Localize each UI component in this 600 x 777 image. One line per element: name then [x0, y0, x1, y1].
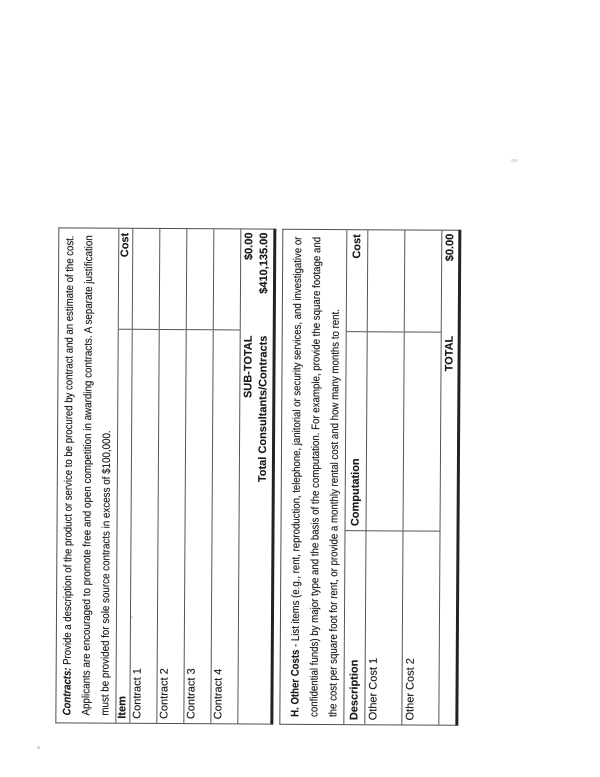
consultants-contracts-total-row	[254, 230, 272, 724]
paragraph-line: confidential funds) by major type and the basis of the computation. For example, provide the square footage and	[308, 236, 324, 717]
subtotal-value: $0.00	[243, 232, 256, 261]
column-header-cost: Cost	[119, 229, 133, 330]
contract-row	[210, 229, 240, 723]
item-cell: Contract 4	[212, 668, 225, 720]
contracts-summary-band	[237, 229, 273, 723]
paragraph-text: - List items (e.g., rent, reproduction, telephone, janitorial or security services, and investigative or	[289, 236, 305, 650]
cost-cell	[133, 229, 160, 330]
cost-cell	[368, 230, 405, 332]
consultants-contracts-total-label: Total Consultants/Contracts	[256, 335, 270, 483]
column-header-computation: Computation	[346, 332, 367, 531]
paragraph-line: must be provided for sole source contracts in excess of $100,000.	[99, 430, 114, 716]
paragraph-line: the cost per square foot for rent, or provide a monthly rental cost and how many months to rent.	[327, 309, 342, 718]
column-header-description: Description	[348, 659, 361, 721]
subtotal-label: SUB-TOTAL	[242, 335, 255, 399]
contract-row	[129, 229, 159, 723]
consultants-contracts-total-value: $410,135.00	[257, 232, 271, 294]
other-costs-table-header-row	[343, 230, 367, 724]
column-header-cost: Cost	[347, 230, 368, 332]
other-cost-row	[401, 230, 441, 724]
contracts-table	[115, 229, 273, 724]
description-cell: Other Cost 1	[367, 657, 380, 721]
contracts-intro-paragraph	[56, 228, 118, 722]
paragraph-line: Applicants are encouraged to promote free and open competition in awarding contracts. A separate justification	[80, 235, 96, 716]
paragraph-text: Provide a description of the product or service to be procured by contract and an estimate of the cost.	[61, 235, 77, 668]
other-costs-total-row	[438, 231, 458, 725]
cost-cell	[214, 229, 241, 330]
scan-speck	[37, 746, 40, 749]
other-costs-total-label: TOTAL	[443, 335, 456, 372]
scan-speck	[131, 616, 133, 618]
item-cell: Contract 1	[131, 668, 144, 719]
scan-speck	[511, 159, 518, 162]
computation-cell	[404, 332, 441, 531]
contract-row	[156, 229, 186, 723]
contracts-lead-label: Contracts:	[61, 667, 74, 716]
other-costs-table	[343, 230, 458, 725]
column-header-item: Item	[116, 696, 129, 719]
description-cell: Other Cost 2	[404, 658, 417, 721]
other-costs-intro-paragraph	[280, 230, 346, 724]
other-costs-lead-label: H. Other Costs	[289, 649, 302, 717]
cost-cell	[187, 229, 214, 330]
other-costs-section-box	[279, 229, 461, 726]
document-content	[55, 227, 461, 725]
item-cell: Contract 2	[158, 668, 171, 720]
cost-cell	[405, 230, 442, 332]
other-costs-total-value: $0.00	[444, 233, 457, 262]
contract-row	[183, 229, 213, 723]
cost-cell	[160, 229, 187, 330]
computation-cell	[367, 332, 404, 531]
contracts-section-box	[55, 227, 276, 724]
other-cost-row	[364, 230, 404, 724]
item-cell: Contract 3	[185, 668, 198, 720]
